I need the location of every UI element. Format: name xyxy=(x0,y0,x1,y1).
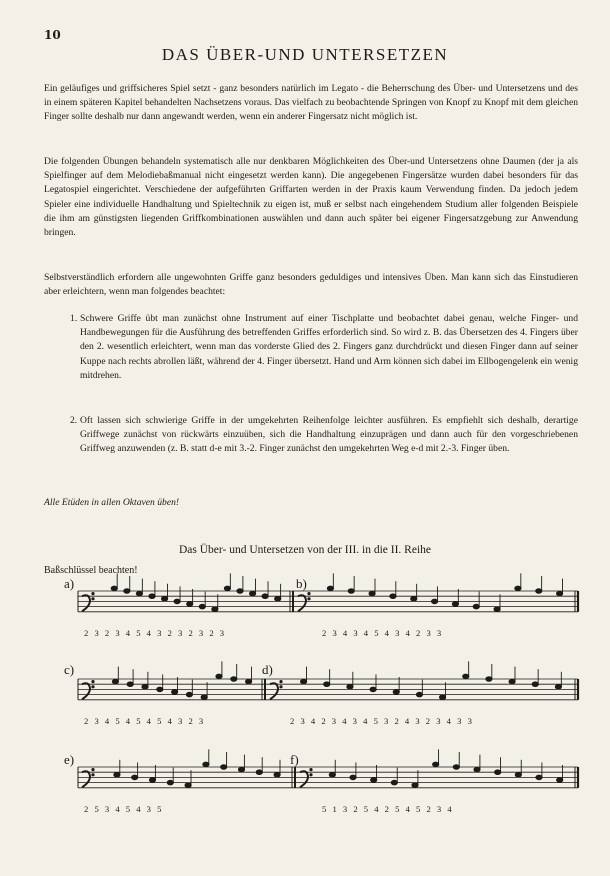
bass-clef-icon xyxy=(82,595,90,611)
notehead xyxy=(486,677,492,682)
notehead xyxy=(249,591,255,596)
bass-clef-icon xyxy=(300,771,308,787)
exercise-label-d: d) xyxy=(262,662,273,677)
notehead xyxy=(371,778,377,783)
notehead xyxy=(124,589,130,594)
notehead xyxy=(112,679,118,684)
notehead xyxy=(201,695,207,700)
notehead xyxy=(473,604,479,609)
notehead xyxy=(256,770,262,775)
notehead xyxy=(495,770,501,775)
fingering-a: 2 3 2 3 4 5 4 3 2 3 2 3 2 3 xyxy=(84,628,225,638)
notehead xyxy=(136,591,142,596)
notehead xyxy=(329,773,335,778)
notehead xyxy=(262,594,268,599)
paragraph-1: Ein geläufiges und griffsicheres Spiel setzt - ganz besonders natürlich im Legato - die Beherrschung des Über- und Untersetzens und des in einem späteren Kapitel behandelten Nachsetzens voraus. Das vielfach zu beobachtende Springen von Knopf zu Knopf mit dem gleichen Finger sollte deshalb nur dann angewandt werden, wenn ein anderer Fingersatz nicht möglich ist. xyxy=(44,83,578,123)
notehead xyxy=(515,586,521,591)
notehead xyxy=(187,602,193,607)
notehead xyxy=(111,586,117,591)
exercise-label-a: a) xyxy=(64,576,75,591)
notehead xyxy=(515,773,521,778)
notehead xyxy=(474,767,480,772)
bass-clef-dot xyxy=(92,593,94,595)
notehead xyxy=(555,685,561,690)
list-text: Schwere Griffe übt man zunächst ohne Instrument auf einer Tischplatte und beobachtet dabei genau, welche Finger- und Handbewegungen für die Ausführung des betreffenden Griffes erforderlich sind. So wird z. B. das Übersetzen des 4. Fingers über den 2. wesentlich erleichtert, wenn man das vorderste Glied des 2. Fingers ganz durchdrückt und diesen Finger dann auf seiner Kuppe nach rechts abrollen läßt, während der 4. Finger übersetzt. Hand und Arm können sich dabei im Ellbogengelenk ein wenig mitdrehen. xyxy=(80,313,578,381)
notehead xyxy=(536,775,542,780)
bass-clef-dot xyxy=(280,686,282,688)
notehead xyxy=(149,594,155,599)
music-title: Das Über- und Untersetzen von der III. in die II. Reihe xyxy=(178,544,432,556)
notehead xyxy=(127,682,133,687)
bass-clef-dot xyxy=(280,681,282,683)
practice-note: Alle Etüden in allen Oktaven üben! xyxy=(44,497,180,508)
fingering-b: 2 3 4 3 4 5 4 3 4 2 3 3 xyxy=(322,628,442,638)
fingering-d: 2 3 4 2 3 4 3 4 5 3 2 4 3 2 3 4 3 3 xyxy=(290,716,472,726)
exercise-label-c: c) xyxy=(64,662,75,677)
notehead xyxy=(231,677,237,682)
notehead xyxy=(452,602,458,607)
notehead xyxy=(463,674,469,679)
notehead xyxy=(212,607,218,612)
notehead xyxy=(393,690,399,695)
notehead xyxy=(390,594,396,599)
notehead xyxy=(556,591,562,596)
notehead xyxy=(142,685,148,690)
notehead xyxy=(412,783,418,788)
paragraph-3: Selbstverständlich erfordern alle ungewohnten Griffe ganz besonders geduldiges und intensives Üben. Man kann sich das Einstudieren aber erleichtern, wenn man folgendes beachtet: xyxy=(44,272,578,298)
notehead xyxy=(114,773,120,778)
page-title: DAS ÜBER-UND UNTERSETZEN xyxy=(161,45,449,64)
notehead xyxy=(199,604,205,609)
bass-clef-dot xyxy=(92,598,94,600)
notehead xyxy=(494,607,500,612)
notehead xyxy=(509,679,515,684)
notehead xyxy=(216,674,222,679)
exercise-label-f: f) xyxy=(290,752,299,767)
notehead xyxy=(370,687,376,692)
list-number: 1. xyxy=(70,313,78,324)
notehead xyxy=(238,767,244,772)
bass-clef-dot xyxy=(310,769,312,771)
bass-clef-dot xyxy=(92,681,94,683)
bass-clef-dot xyxy=(310,774,312,776)
notehead xyxy=(411,597,417,602)
notehead xyxy=(224,586,230,591)
notehead xyxy=(439,695,445,700)
notehead xyxy=(221,765,227,770)
notehead xyxy=(274,773,280,778)
notehead xyxy=(532,682,538,687)
bass-clef-dot xyxy=(308,598,310,600)
notehead xyxy=(237,589,243,594)
notehead xyxy=(369,591,375,596)
exercise-label-e: e) xyxy=(64,752,75,767)
bass-clef-icon xyxy=(298,595,306,611)
notehead xyxy=(327,586,333,591)
bass-clef-icon xyxy=(82,771,90,787)
notehead xyxy=(185,783,191,788)
notehead xyxy=(186,692,192,697)
notehead xyxy=(174,599,180,604)
bass-clef-dot xyxy=(92,686,94,688)
bass-clef-dot xyxy=(92,769,94,771)
notehead xyxy=(275,597,281,602)
notehead xyxy=(557,778,563,783)
notehead xyxy=(431,599,437,604)
notehead xyxy=(300,679,306,684)
list-text: Oft lassen sich schwierige Griffe in der umgekehrten Reihenfolge leichter ausführen. Es empfiehlt sich deshalb, derartige Griffwege zunächst von rückwärts einzuüben, sich die Handhaltung einzuprägen und dann auch für den vorgeschriebenen Griffweg anzuwenden (z. B. statt d-e mit 3.-2. Finger zunächst den umgekehrten Weg e-d mit 2.-3. Finger üben. xyxy=(80,415,578,455)
notehead xyxy=(433,762,439,767)
notehead xyxy=(391,780,397,785)
fingering-e: 2 5 3 4 5 4 3 5 xyxy=(84,804,162,814)
list-number: 2. xyxy=(70,415,78,426)
notehead xyxy=(536,589,542,594)
notehead xyxy=(324,682,330,687)
notehead xyxy=(149,778,155,783)
notehead xyxy=(416,692,422,697)
notehead xyxy=(132,775,138,780)
notehead xyxy=(172,690,178,695)
clef-note: Baßschlüssel beachten! xyxy=(44,565,138,576)
fingering-f: 5 1 3 2 5 4 2 5 4 5 2 3 4 xyxy=(322,804,452,814)
notehead xyxy=(350,775,356,780)
exercise-label-b: b) xyxy=(296,576,307,591)
notehead xyxy=(161,597,167,602)
fingering-c: 2 3 4 5 4 5 4 5 4 3 2 3 xyxy=(84,716,204,726)
notehead xyxy=(347,685,353,690)
bass-clef-dot xyxy=(308,593,310,595)
notehead xyxy=(348,589,354,594)
paragraph-2: Die folgenden Übungen behandeln systematisch alle nur denkbaren Möglichkeiten des Über-und Untersetzens ohne Daumen (der ja als Spielfinger auf dem Melodiebaßmanual nicht eingesetzt werden kann). Die angegebenen Fingersätze wurden dabei besonders für das Legatospiel eingerichtet. Verschiedene der aufgeführten Griffarten werden in der Praxis kaum Verwendung finden. Da jedoch jedem Spieler eine individuelle Handhaltung und Spieltechnik zu eigen ist, muß er selbst nach eingehendem Studium aller folgenden Beispiele die ihm am günstigsten liegenden Griffkombinationen auswählen und dann auch später bei eigener Fingersatzgebung zur Anwendung bringen. xyxy=(44,156,578,239)
notehead xyxy=(157,687,163,692)
bass-clef-icon xyxy=(82,683,90,699)
bass-clef-icon xyxy=(270,683,278,699)
notehead xyxy=(246,679,252,684)
notehead xyxy=(453,765,459,770)
notehead xyxy=(203,762,209,767)
bass-clef-dot xyxy=(92,774,94,776)
notehead xyxy=(167,780,173,785)
page-number: 10 xyxy=(44,28,61,42)
